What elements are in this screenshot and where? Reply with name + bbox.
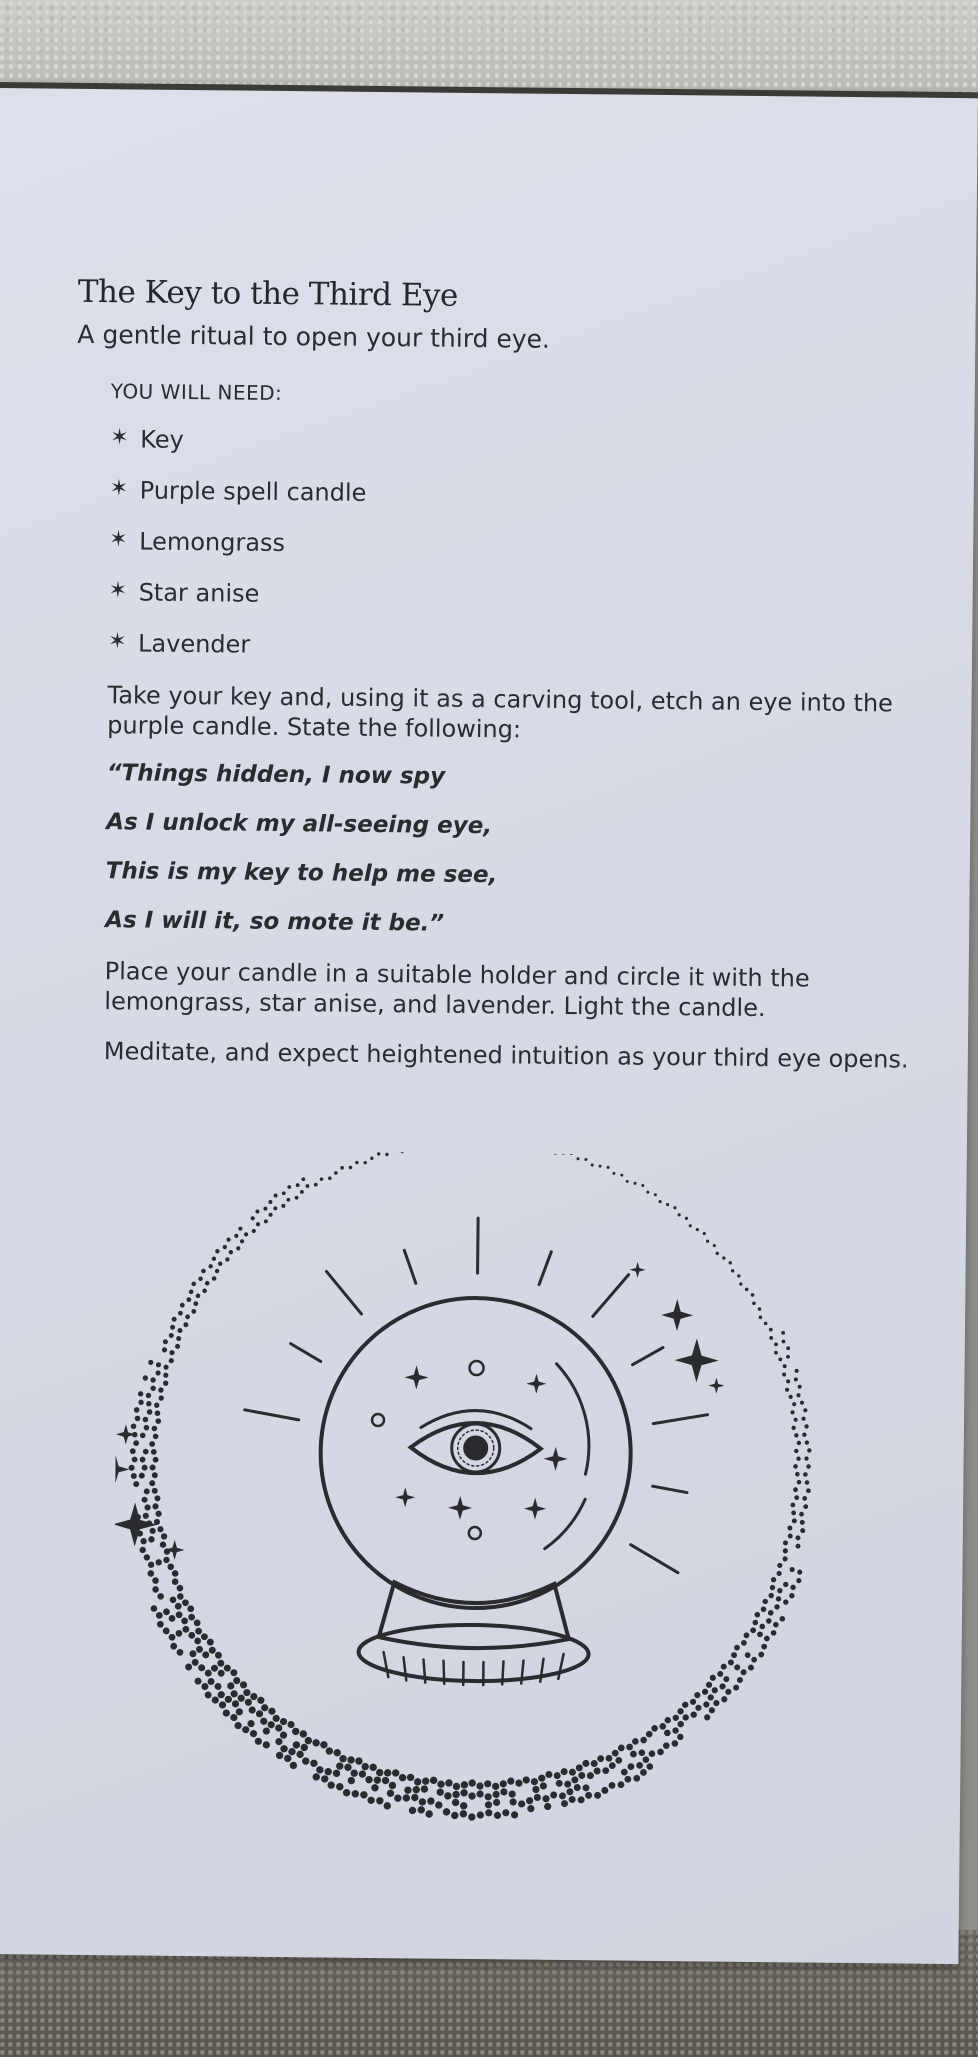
- ray-line: [326, 1271, 362, 1313]
- ingredient-label: Lavender: [137, 629, 251, 659]
- sparkle-star-icon: [111, 1455, 129, 1483]
- sparkle-star-icon: [395, 1487, 415, 1507]
- star-bullet-icon: ✶: [109, 527, 128, 553]
- ray-line: [245, 1410, 299, 1420]
- instruction-place: Place your candle in a suitable holder and circle it with the lemongrass, star anise, and lavender. Light the candle.: [104, 957, 810, 1023]
- ray-line: [630, 1545, 678, 1573]
- sparkle-star-icon: [674, 1338, 718, 1382]
- ray-line: [478, 1218, 479, 1273]
- verse-line: This is my key to help me see,: [105, 858, 498, 889]
- ingredient-item: [108, 578, 914, 637]
- ingredient-label: Lemongrass: [139, 527, 286, 558]
- sparkle-star-icon: [448, 1496, 472, 1520]
- ray-line: [404, 1250, 416, 1283]
- ingredient-item: [109, 527, 915, 586]
- ray-line: [593, 1274, 629, 1316]
- sparkle-star-icon: [630, 1262, 646, 1278]
- ingredient-label: Purple spell candle: [139, 476, 367, 507]
- ingredient-label: Key: [140, 425, 184, 454]
- sparkle-star-icon: [404, 1365, 428, 1389]
- instruction-meditate: Meditate, and expect heightened intuition as your third eye opens.: [103, 1037, 909, 1074]
- ingredient-item: [109, 476, 915, 535]
- crystal-ball: [242, 1216, 710, 1688]
- ray-line: [633, 1347, 663, 1365]
- needs-section: [70, 379, 917, 1075]
- ray-line: [653, 1486, 687, 1492]
- crystal-ball-eye-icon: [111, 1149, 839, 1877]
- verse-line: As I unlock my all-seeing eye,: [106, 809, 493, 840]
- star-bullet-icon: ✶: [109, 476, 129, 502]
- ingredient-item: [108, 629, 914, 688]
- ray-line: [539, 1252, 551, 1285]
- recipe-content: [69, 274, 917, 1095]
- star-bullet-icon: ✶: [108, 629, 127, 655]
- side-sparkle-stars: [111, 1256, 725, 1565]
- sparkle-star-icon: [661, 1299, 693, 1331]
- book-page: [0, 82, 978, 1964]
- instruction-carve: Take your key and, using it as a carving tool, etch an eye into the purple candle. State the following:: [107, 681, 894, 744]
- recipe-subtitle: A gentle ritual to open your third eye.: [77, 319, 551, 354]
- third-eye: [410, 1410, 541, 1474]
- dotted-circle-ring: [125, 1149, 815, 1824]
- sparkle-star-icon: [543, 1447, 567, 1471]
- sparkle-star-icon: [708, 1377, 724, 1393]
- star-bullet-icon: ✶: [110, 425, 129, 451]
- needs-heading: YOU WILL NEED:: [110, 379, 283, 405]
- ray-line: [290, 1344, 320, 1362]
- verse-line: As I will it, so mote it be.”: [105, 907, 445, 937]
- recipe-title: The Key to the Third Eye: [77, 273, 459, 314]
- ray-line: [653, 1414, 707, 1424]
- sparkle-star-icon: [526, 1374, 546, 1394]
- sparkle-star-icon: [524, 1498, 546, 1520]
- verse-line: “Things hidden, I now spy: [106, 760, 446, 790]
- ingredient-label: Star anise: [138, 578, 260, 608]
- ingredient-item: [110, 425, 916, 484]
- star-bullet-icon: ✶: [108, 578, 128, 604]
